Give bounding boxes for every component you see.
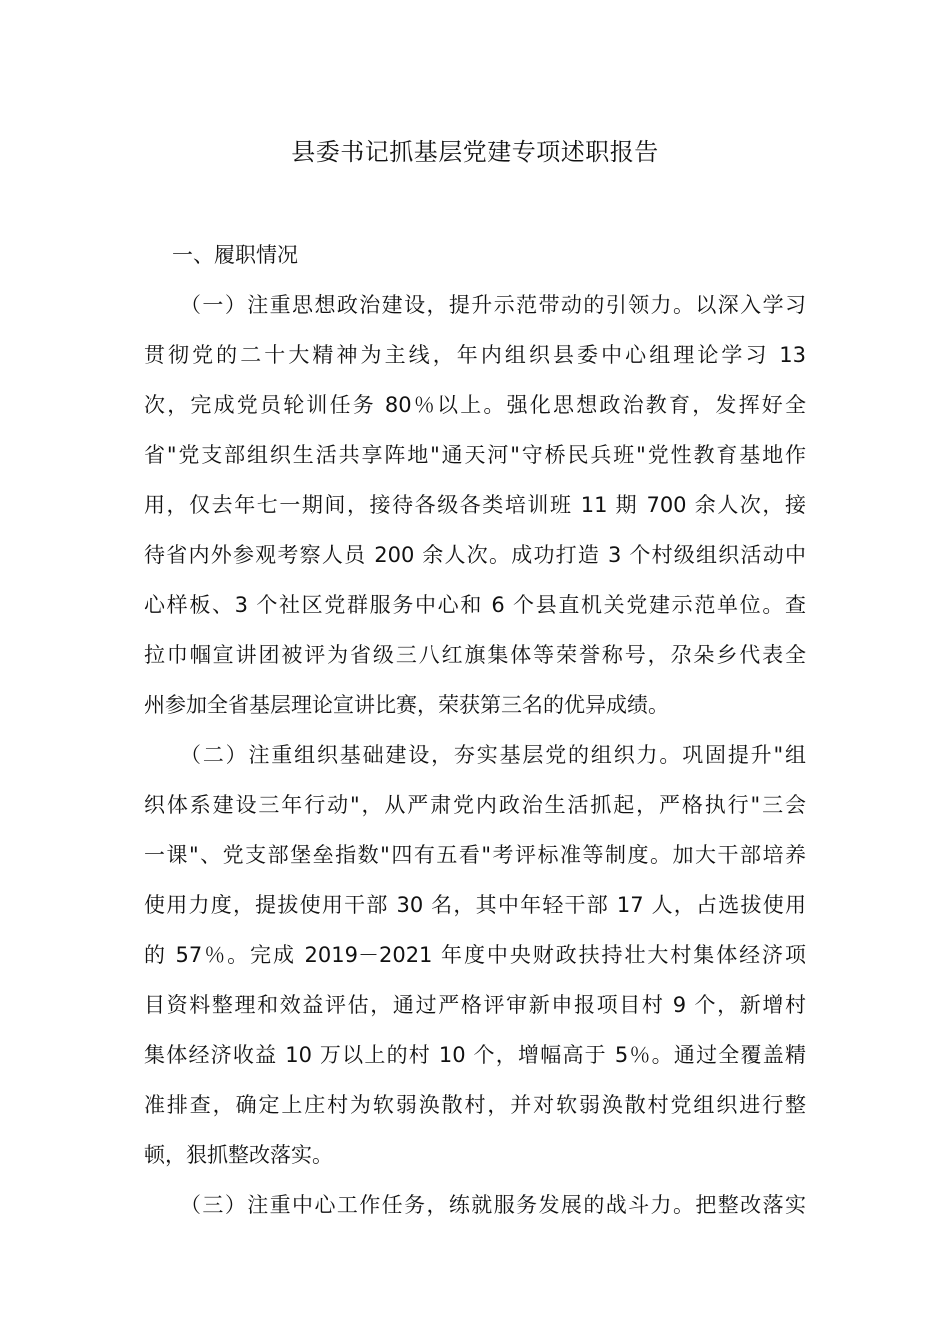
paragraph-line: 集体经济收益 10 万以上的村 10 个，增幅高于 5％。通过全覆盖精 [144,1043,806,1067]
paragraph-line: 用，仅去年七一期间，接待各级各类培训班 11 期 700 余人次，接 [144,493,806,517]
paragraph-line: 顿，狠抓整改落实。 [144,1143,333,1167]
paragraph-line: 省"党支部组织生活共享阵地"通天河"守桥民兵班"党性教育基地作 [144,443,806,467]
paragraph-3 [144,1180,806,1230]
paragraph-line: （二）注重组织基础建设，夯实基层党的组织力。巩固提升"组 [180,743,806,767]
document-body [144,230,806,1230]
paragraph-1 [144,280,806,730]
paragraph-line: （三）注重中心工作任务，练就服务发展的战斗力。把整改落实 [180,1193,806,1217]
paragraph-line: 次，完成党员轮训任务 80％以上。强化思想政治教育，发挥好全 [144,393,806,417]
section-heading: 一、履职情况 [172,243,298,267]
paragraph-line: 目资料整理和效益评估，通过严格评审新申报项目村 9 个，新增村 [144,993,806,1017]
paragraph-2 [144,730,806,1180]
paragraph-line: （一）注重思想政治建设，提升示范带动的引领力。以深入学习 [180,293,806,317]
paragraph-line: 拉巾帼宣讲团被评为省级三八红旗集体等荣誉称号，尕朵乡代表全 [144,643,806,667]
paragraph-line: 待省内外参观考察人员 200 余人次。成功打造 3 个村级组织活动中 [144,543,806,567]
paragraph-line: 州参加全省基层理论宣讲比赛，荣获第三名的优异成绩。 [144,693,669,717]
paragraph-line: 织体系建设三年行动"，从严肃党内政治生活抓起，严格执行"三会 [144,793,806,817]
paragraph-line: 心样板、3 个社区党群服务中心和 6 个县直机关党建示范单位。查 [144,593,806,617]
document-title: 县委书记抓基层党建专项述职报告 [291,138,659,166]
paragraph-line: 使用力度，提拔使用干部 30 名，其中年轻干部 17 人，占选拔使用 [144,893,806,917]
paragraph-line: 贯彻党的二十大精神为主线，年内组织县委中心组理论学习 13 [144,343,806,367]
paragraph-line: 一课"、党支部堡垒指数"四有五看"考评标准等制度。加大干部培养 [144,843,806,867]
paragraph-line: 的 57％。完成 2019－2021 年度中央财政扶持壮大村集体经济项 [144,943,806,967]
paragraph-line: 准排查，确定上庄村为软弱涣散村，并对软弱涣散村党组织进行整 [144,1093,806,1117]
